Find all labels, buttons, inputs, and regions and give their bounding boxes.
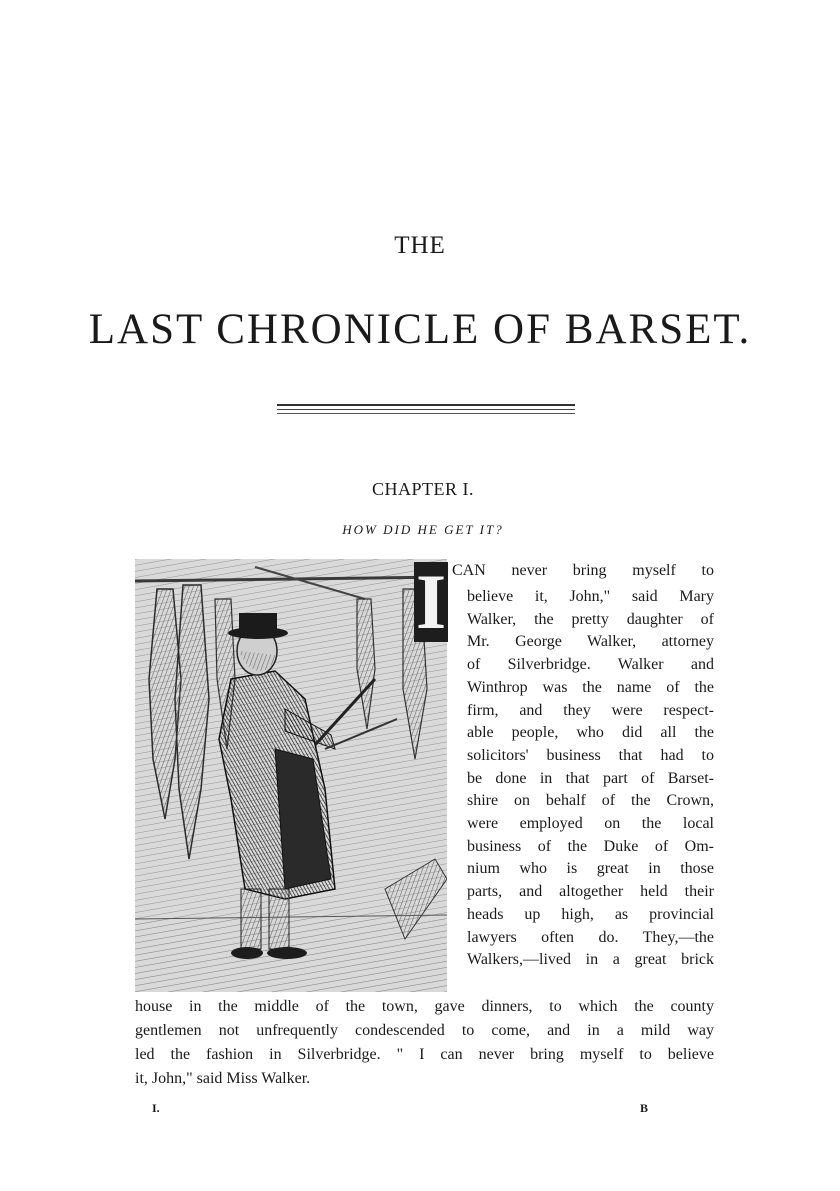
title-line-1: THE bbox=[394, 232, 446, 259]
body-line: Mr. George Walker, attorney bbox=[467, 633, 714, 651]
body-line: were employed on the local bbox=[467, 815, 714, 833]
body-line: nium who is great in those bbox=[467, 860, 714, 878]
body-line: Winthrop was the name of the bbox=[467, 678, 714, 696]
body-line: shire on behalf of the Crown, bbox=[467, 792, 714, 810]
title-rule bbox=[277, 413, 575, 414]
body-line: house in the middle of the town, gave dinners, to which the county bbox=[135, 998, 714, 1015]
book-title: LAST CHRONICLE OF BARSET. bbox=[88, 306, 752, 353]
body-line: parts, and altogether held their bbox=[467, 883, 714, 901]
chapter-subtitle: HOW DID HE GET IT? bbox=[342, 522, 504, 537]
signature-mark: B bbox=[640, 1101, 649, 1115]
chapter-heading: CHAPTER I. bbox=[371, 479, 474, 499]
title-rule bbox=[277, 404, 575, 406]
body-line: Walker, the pretty daughter of bbox=[467, 610, 714, 628]
body-first-line: CAN never bring myself to bbox=[452, 562, 714, 579]
body-line: led the fashion in Silverbridge. " I can never bring myself to believe bbox=[135, 1046, 714, 1063]
body-line: believe it, John," said Mary bbox=[467, 588, 714, 605]
butcher-illustration bbox=[135, 559, 447, 992]
body-line: lawyers often do. They,—the bbox=[467, 928, 714, 946]
body-line: Walkers,—lived in a great brick bbox=[467, 951, 714, 969]
body-column-text bbox=[467, 586, 714, 972]
body-line: able people, who did all the bbox=[467, 724, 714, 742]
body-line: business of the Duke of Om- bbox=[467, 837, 714, 855]
drop-cap: I bbox=[415, 562, 447, 642]
body-line: firm, and they were respect- bbox=[467, 701, 714, 719]
volume-number: I. bbox=[152, 1101, 160, 1115]
body-line: solicitors' business that had to bbox=[467, 746, 714, 764]
body-full-text bbox=[135, 995, 714, 1091]
title-rule bbox=[277, 409, 575, 410]
body-line: of Silverbridge. Walker and bbox=[467, 656, 714, 674]
body-line: be done in that part of Barset- bbox=[467, 769, 714, 787]
body-line: gentlemen not unfrequently condescended to come, and in a mild way bbox=[135, 1022, 714, 1039]
body-line: it, John," said Miss Walker. bbox=[135, 1070, 311, 1087]
body-line: heads up high, as provincial bbox=[467, 905, 714, 923]
